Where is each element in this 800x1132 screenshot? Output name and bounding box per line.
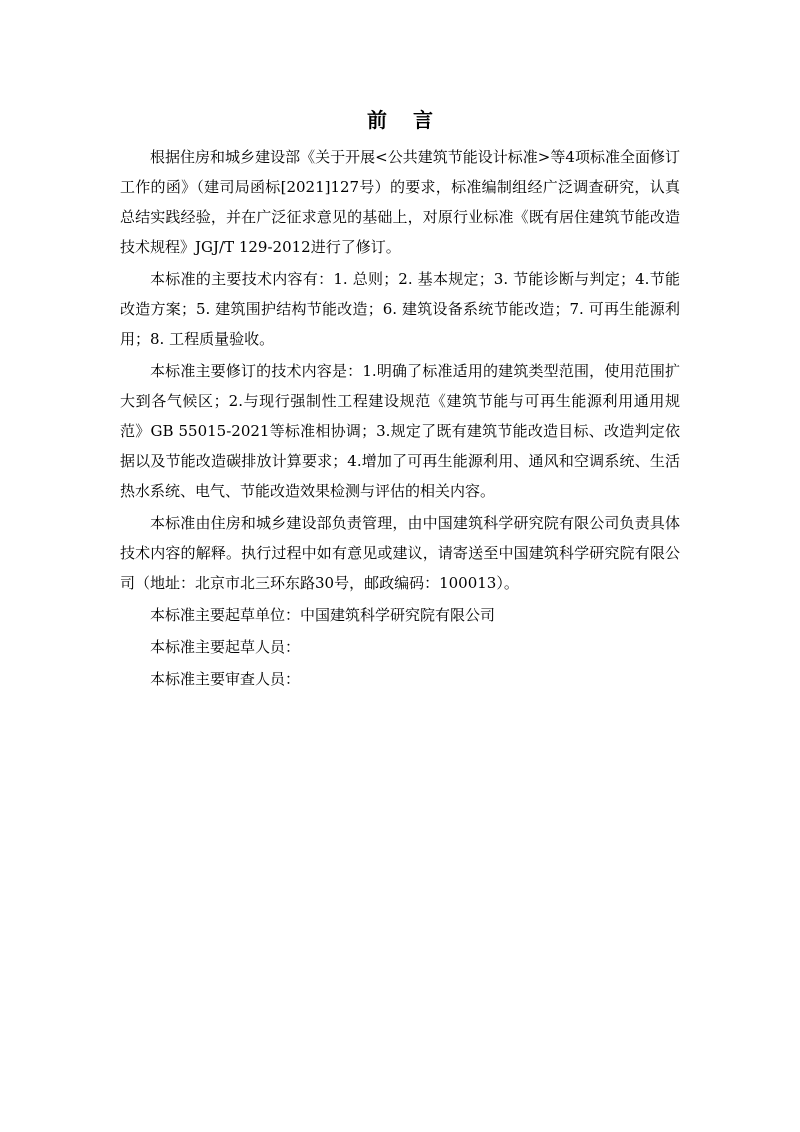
paragraph-main-content: 本标准的主要技术内容有：1. 总则；2. 基本规定；3. 节能诊断与判定；4.节能改造方案；5. 建筑围护结构节能改造；6. 建筑设备系统节能改造；7. 可再生能源利用；8. 工程质量验收。 — [120, 270, 680, 348]
paragraph-basis: 根据住房和城乡建设部《关于开展<公共建筑节能设计标准>等4项标准全面修订工作的函》（建司局函标[2021]127号）的要求，标准编制组经广泛调查研究，认真总结实践经验，并在广泛征求意见的基础上，对原行业标准《既有居住建筑节能改造技术规程》JGJ/T 129-2012进行了修订。 — [120, 148, 680, 256]
document-body — [120, 142, 680, 696]
paragraph-management: 本标准由住房和城乡建设部负责管理，由中国建筑科学研究院有限公司负责具体技术内容的解释。执行过程中如有意见或建议，请寄送至中国建筑科学研究院有限公司（地址：北京市北三环东路30号，邮政编码：100013）。 — [120, 514, 680, 592]
page-title: 前言 — [367, 108, 459, 132]
paragraph-revisions: 本标准主要修订的技术内容是：1.明确了标准适用的建筑类型范围，使用范围扩大到各气候区；2.与现行强制性工程建设规范《建筑节能与可再生能源利用通用规范》GB 55015-2021等标准相协调；3.规定了既有建筑节能改造目标、改造判定依据以及节能改造碳排放计算要求；4.增加了可再生能源利用、通风和空调系统、生活热水系统、电气、节能改造效果检测与评估的相关内容。 — [120, 362, 680, 500]
paragraph-drafting-staff: 本标准主要起草人员： — [150, 638, 301, 656]
paragraph-review-staff: 本标准主要审查人员： — [150, 670, 301, 688]
paragraph-drafting-unit: 本标准主要起草单位：中国建筑科学研究院有限公司 — [150, 606, 496, 624]
